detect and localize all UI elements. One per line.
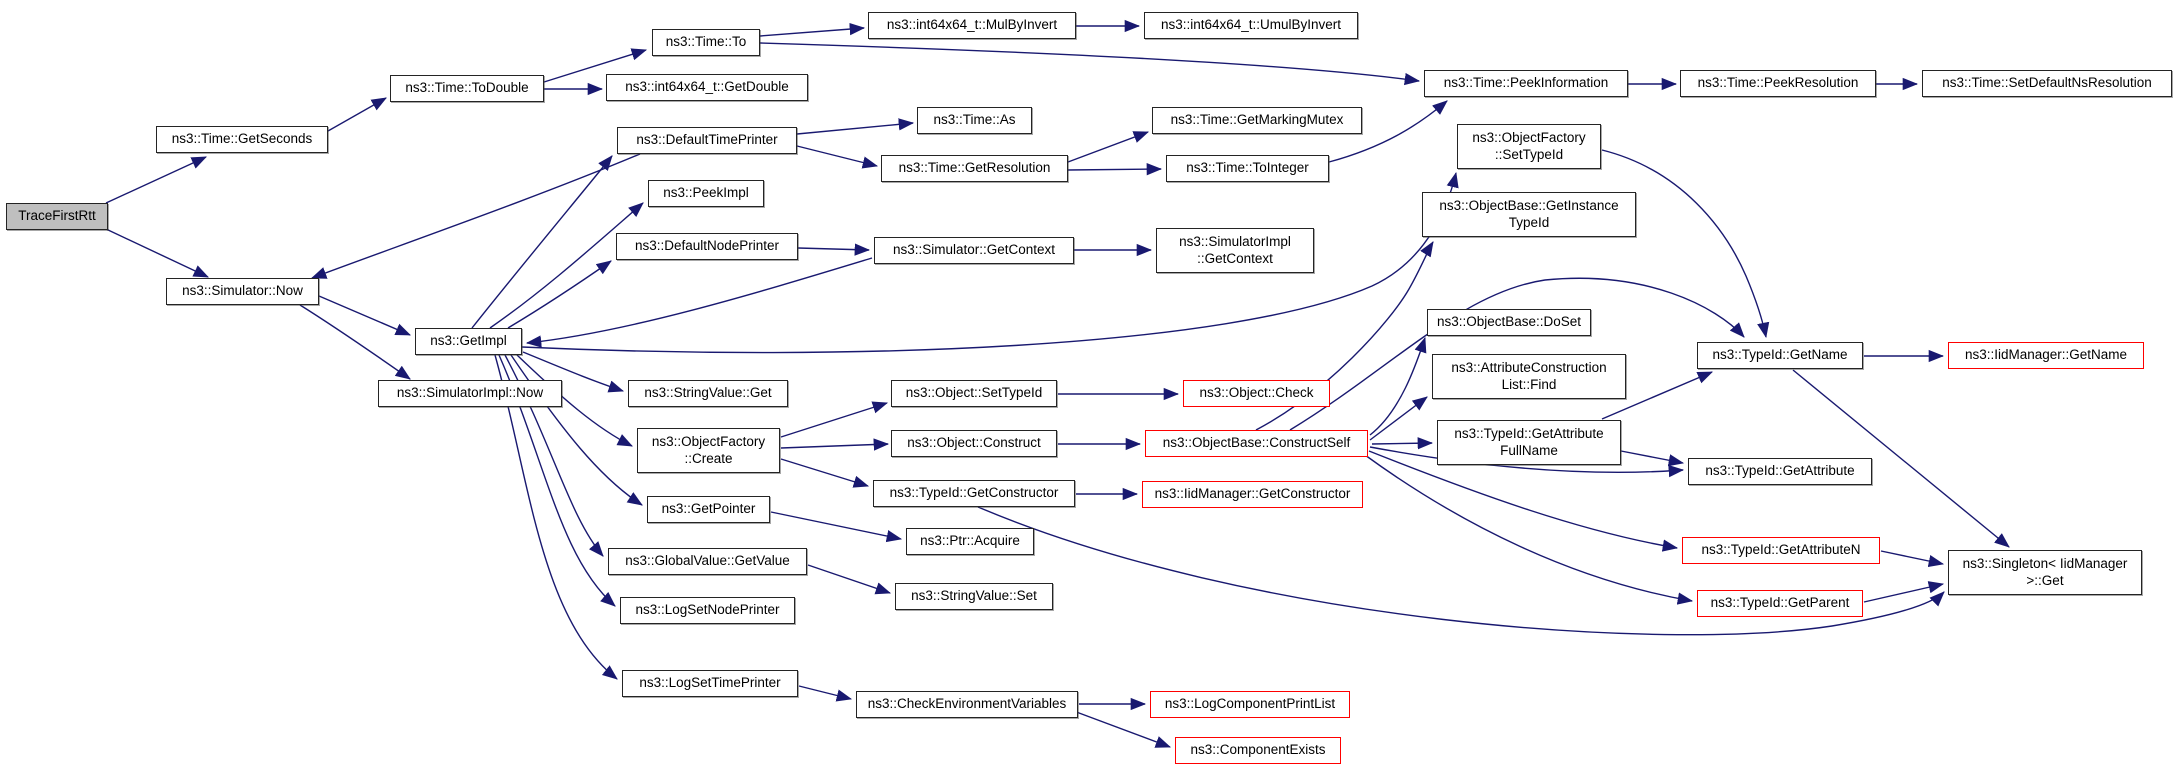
node-label: ns3::SimulatorImpl — [1179, 234, 1291, 250]
node-string-value-get[interactable] — [628, 380, 788, 407]
node-label: ns3::IidManager::GetName — [1964, 347, 2128, 363]
node-label: ns3::LogComponentPrintList — [1164, 696, 1336, 712]
node-label: ns3::Time::ToInteger — [1186, 160, 1309, 176]
node-trace-first-rtt[interactable] — [6, 203, 108, 230]
node-log-set-time-printer[interactable] — [622, 670, 798, 697]
node-global-value-get-value[interactable] — [608, 548, 807, 575]
node-label: ns3::TypeId::GetParent — [1710, 595, 1850, 611]
edge-object-base-construct-self--type-id-get-parent — [1365, 455, 1692, 601]
node-object-factory-set-type-id[interactable] — [1457, 124, 1601, 169]
node-singleton-iid-manager-get[interactable] — [1948, 550, 2142, 595]
edge-object-base-construct-self--attribute-construction-list-find — [1370, 397, 1427, 440]
node-label: ns3::int64x64_t::MulByInvert — [886, 17, 1058, 33]
node-label: ns3::Simulator::GetContext — [892, 242, 1056, 258]
edge-get-impl--default-time-printer — [472, 156, 612, 328]
node-label: List::Find — [1501, 376, 1557, 392]
node-label: TypeId — [1508, 214, 1550, 230]
node-label: ns3::ObjectBase::GetInstance — [1439, 198, 1619, 214]
node-label: FullName — [1500, 442, 1558, 458]
edge-trace-first-rtt--simulator-now — [106, 229, 208, 277]
node-label: ns3::Time::GetSeconds — [171, 131, 313, 147]
node-simulator-impl-now[interactable] — [378, 380, 562, 407]
node-object-base-get-instance-type-id[interactable] — [1422, 192, 1636, 237]
node-iid-manager-get-constructor[interactable] — [1142, 481, 1363, 508]
node-label: ns3::ObjectFactory — [651, 434, 766, 450]
node-get-pointer[interactable] — [647, 496, 770, 523]
node-time-as[interactable] — [917, 107, 1032, 134]
node-label: ns3::Time::GetMarkingMutex — [1170, 112, 1344, 128]
node-type-id-get-name[interactable] — [1697, 342, 1863, 369]
node-log-component-print-list[interactable] — [1150, 691, 1350, 718]
node-label: ::Create — [684, 450, 733, 466]
node-label: ns3::Singleton< IidManager — [1962, 556, 2128, 572]
node-label: ns3::Time::PeekResolution — [1697, 75, 1859, 91]
node-log-set-node-printer[interactable] — [620, 597, 795, 624]
edge-default-node-printer--simulator-get-context — [798, 248, 869, 250]
node-type-id-get-parent[interactable] — [1697, 590, 1863, 617]
node-label: ns3::GlobalValue::GetValue — [625, 553, 790, 569]
edge-time-to--int64x64-mul-by-invert — [760, 28, 864, 36]
node-label: ns3::Time::SetDefaultNsResolution — [1942, 75, 2152, 91]
edge-global-value-get-value--string-value-set — [808, 565, 890, 593]
edge-get-impl--get-pointer — [511, 355, 642, 505]
edge-object-base-construct-self--object-base-do-set — [1370, 338, 1425, 435]
node-iid-manager-get-name[interactable] — [1948, 342, 2144, 369]
edge-get-impl--default-node-printer — [508, 261, 611, 328]
node-label: ns3::Ptr::Acquire — [920, 533, 1020, 549]
node-object-check[interactable] — [1183, 380, 1330, 407]
edge-trace-first-rtt--time-get-seconds — [106, 157, 206, 203]
node-get-impl[interactable] — [415, 328, 522, 355]
node-default-time-printer[interactable] — [617, 127, 797, 154]
node-label: ns3::SimulatorImpl::Now — [396, 385, 544, 401]
node-label: ns3::ObjectBase::ConstructSelf — [1162, 435, 1351, 451]
node-label: ns3::Simulator::Now — [182, 283, 303, 299]
node-label: ns3::StringValue::Set — [911, 588, 1037, 604]
edge-type-id-get-attribute-full-name--type-id-get-attribute — [1621, 451, 1683, 463]
node-object-base-do-set[interactable] — [1427, 309, 1591, 336]
edge-object-factory-create--object-construct — [781, 444, 888, 448]
edge-object-factory-set-type-id--type-id-get-name — [1602, 150, 1766, 337]
edge-simulator-now--get-impl — [319, 296, 410, 335]
edge-time-to--time-peek-information — [760, 43, 1419, 81]
edge-object-base-construct-self--type-id-get-attribute-n — [1369, 451, 1677, 548]
node-label: ns3::int64x64_t::GetDouble — [625, 79, 789, 95]
node-label: ns3::ObjectFactory — [1472, 130, 1586, 146]
node-simulator-get-context[interactable] — [874, 237, 1074, 264]
node-label: ns3::DefaultTimePrinter — [636, 132, 778, 148]
node-label: >::Get — [2026, 572, 2064, 588]
node-label: ::GetContext — [1197, 250, 1273, 266]
node-time-to[interactable] — [652, 29, 760, 56]
node-time-get-seconds[interactable] — [156, 126, 328, 153]
node-type-id-get-attribute[interactable] — [1688, 458, 1872, 485]
node-time-set-default-ns-resolution[interactable] — [1922, 70, 2172, 97]
node-int64x64-umul-by-invert[interactable] — [1144, 12, 1358, 39]
edge-get-impl--peek-impl — [490, 203, 643, 328]
node-int64x64-mul-by-invert[interactable] — [868, 12, 1076, 39]
node-label: ns3::LogSetNodePrinter — [635, 602, 780, 618]
node-label: ns3::Object::Check — [1199, 385, 1314, 401]
node-label: ns3::StringValue::Get — [644, 385, 772, 401]
edge-default-time-printer--simulator-now — [312, 154, 640, 278]
node-object-set-type-id[interactable] — [891, 380, 1057, 407]
node-default-node-printer[interactable] — [616, 233, 798, 260]
node-label: ns3::Time::PeekInformation — [1443, 75, 1609, 91]
node-time-get-marking-mutex[interactable] — [1152, 107, 1362, 134]
node-label: ns3::Object::SetTypeId — [905, 385, 1043, 401]
node-time-to-double[interactable] — [390, 75, 544, 102]
edge-simulator-get-context--get-impl — [527, 258, 872, 343]
node-string-value-set[interactable] — [895, 583, 1053, 610]
node-label: ns3::PeekImpl — [663, 185, 749, 201]
node-label: ns3::Time::To — [665, 34, 747, 50]
edge-type-id-get-parent--singleton-iid-manager-get — [1864, 584, 1943, 602]
edge-get-pointer--ptr-acquire — [771, 512, 901, 539]
node-label: ns3::Time::As — [933, 112, 1016, 128]
node-label: ns3::GetPointer — [661, 501, 756, 517]
node-time-peek-information[interactable] — [1424, 70, 1628, 97]
node-type-id-get-attribute-full-name[interactable] — [1437, 420, 1621, 465]
node-label: ns3::Object::Construct — [907, 435, 1041, 451]
node-component-exists[interactable] — [1175, 737, 1341, 764]
node-label: ::SetTypeId — [1494, 146, 1564, 162]
edge-default-time-printer--time-get-resolution — [797, 146, 877, 166]
node-label: ns3::GetImpl — [430, 333, 507, 349]
node-simulator-now[interactable] — [166, 278, 319, 305]
node-label: ns3::Time::ToDouble — [405, 80, 529, 96]
node-attribute-construction-list-find[interactable] — [1432, 354, 1626, 399]
node-object-factory-create[interactable] — [637, 428, 780, 473]
node-label: ns3::DefaultNodePrinter — [634, 238, 780, 254]
node-label: ns3::TypeId::GetAttribute — [1705, 463, 1855, 479]
node-simulator-impl-get-context[interactable] — [1156, 228, 1314, 273]
node-object-construct[interactable] — [891, 430, 1057, 457]
node-peek-impl[interactable] — [648, 180, 764, 207]
node-label: ns3::LogSetTimePrinter — [639, 675, 781, 691]
node-label: ns3::ComponentExists — [1190, 742, 1326, 758]
edge-object-base-construct-self--type-id-get-attribute-full-name — [1372, 443, 1432, 444]
edge-time-get-seconds--time-to-double — [328, 98, 386, 131]
node-type-id-get-constructor[interactable] — [873, 480, 1075, 507]
node-type-id-get-attribute-n[interactable] — [1682, 537, 1880, 564]
node-time-get-resolution[interactable] — [881, 155, 1068, 182]
edge-time-get-resolution--time-get-marking-mutex — [1068, 132, 1148, 162]
node-label: ns3::Time::GetResolution — [898, 160, 1051, 176]
node-time-peek-resolution[interactable] — [1680, 70, 1876, 97]
node-label: ns3::int64x64_t::UmulByInvert — [1160, 17, 1342, 33]
node-label: TraceFirstRtt — [18, 208, 96, 224]
edge-object-factory-create--type-id-get-constructor — [781, 459, 868, 486]
node-int64x64-get-double[interactable] — [606, 74, 808, 101]
edge-time-get-resolution--time-to-integer — [1068, 169, 1161, 170]
node-object-base-construct-self[interactable] — [1145, 430, 1368, 457]
node-label: ns3::ObjectBase::DoSet — [1436, 314, 1582, 330]
node-label: ns3::AttributeConstruction — [1451, 360, 1607, 376]
edge-simulator-now--simulator-impl-now — [300, 305, 410, 379]
edge-log-set-time-printer--check-environment-variables — [799, 686, 851, 699]
edge-default-time-printer--time-as — [797, 123, 913, 134]
node-label: ns3::TypeId::GetConstructor — [889, 485, 1059, 501]
node-ptr-acquire[interactable] — [906, 528, 1034, 555]
node-label: ns3::TypeId::GetName — [1712, 347, 1848, 363]
node-label: ns3::CheckEnvironmentVariables — [867, 696, 1067, 712]
node-label: ns3::TypeId::GetAttributeN — [1701, 542, 1861, 558]
node-time-to-integer[interactable] — [1166, 155, 1329, 182]
edge-object-factory-create--object-set-type-id — [781, 403, 887, 437]
node-check-environment-variables[interactable] — [856, 691, 1078, 718]
node-label: ns3::IidManager::GetConstructor — [1154, 486, 1351, 502]
node-label: ns3::TypeId::GetAttribute — [1454, 426, 1604, 442]
edge-type-id-get-attribute-n--singleton-iid-manager-get — [1881, 551, 1943, 564]
